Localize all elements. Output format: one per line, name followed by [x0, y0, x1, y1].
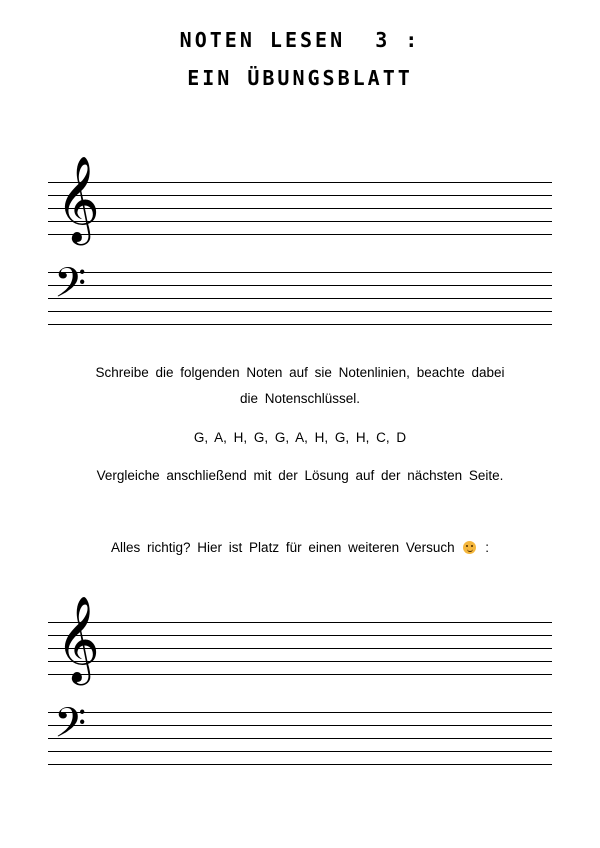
treble-clef-icon: 𝄞: [56, 156, 100, 242]
note-sequence: G, A, H, G, G, A, H, G, H, C, D: [193, 430, 407, 445]
page-title-line-1: NOTEN LESEN 3 :: [179, 28, 421, 52]
retry-instruction-colon: :: [485, 540, 489, 555]
compare-instruction: Vergleiche anschließend mit der Lösung auf der nächsten Seite.: [96, 468, 504, 483]
staff-lines: [48, 712, 552, 768]
smiling-face-icon: [463, 541, 476, 554]
staff-lines: [48, 182, 552, 238]
staff-lines: [48, 272, 552, 328]
staff-lines: [48, 622, 552, 678]
task-instruction-line-1: Schreibe die folgenden Noten auf sie Notenlinien, beachte dabei: [95, 365, 505, 380]
page-title: [0, 26, 600, 92]
page-title-line-2: EIN ÜBUNGSBLATT: [187, 66, 413, 90]
bass-clef-icon: 𝄢: [54, 259, 87, 317]
retry-instruction: [40, 535, 560, 561]
retry-instruction-text: Alles richtig? Hier ist Platz für einen weiteren Versuch: [111, 540, 455, 555]
task-instruction-line-2: die Notenschlüssel.: [239, 391, 361, 406]
bass-clef-icon: 𝄢: [54, 699, 87, 757]
treble-clef-icon: 𝄞: [56, 596, 100, 682]
